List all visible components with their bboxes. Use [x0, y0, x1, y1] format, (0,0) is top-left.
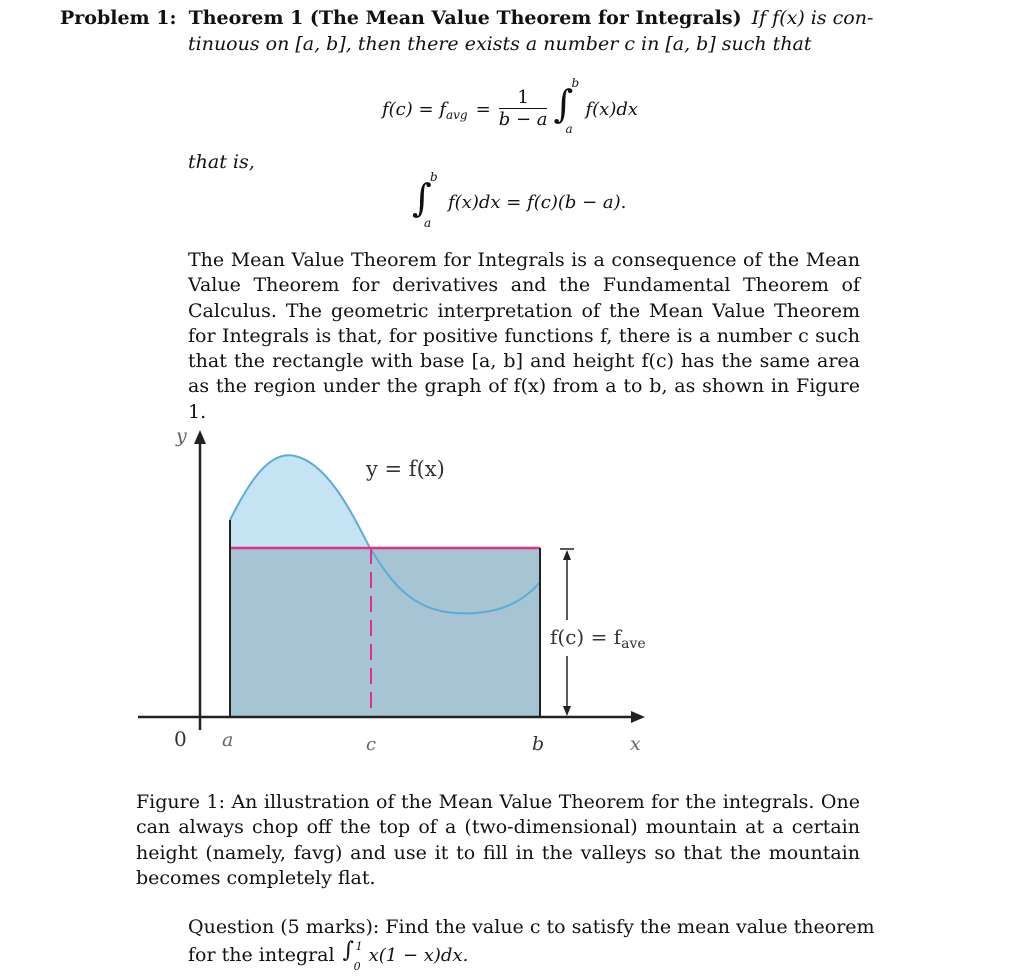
- question-integral-lower: 0: [353, 960, 361, 973]
- curve-label: y = f(x): [366, 457, 445, 481]
- question-line2: [188, 938, 469, 973]
- average-rectangle: [230, 548, 540, 717]
- height-arrowhead-up: [563, 550, 571, 560]
- question-integrand: x(1 − x)dx.: [368, 944, 469, 966]
- height-label: [550, 625, 646, 652]
- equation-fraction: [499, 88, 548, 131]
- integral-sign: ∫ b a: [553, 76, 580, 136]
- figure-caption: Figure 1: An illustration of the Mean Value Theorem for the integrals. One can always chop off the top of a (two-dimensional) mountain at a certain height (namely, favg) and use it to fill in the valleys so that the mountain becomes completely flat.: [136, 791, 860, 889]
- question-integral-upper: 1: [355, 940, 363, 953]
- equation-equals: =: [475, 98, 491, 120]
- a-label: a: [222, 729, 234, 751]
- c-label: c: [366, 734, 377, 755]
- y-axis-label: y: [176, 425, 187, 447]
- theorem-statement-line1: If f(x) is con-: [751, 7, 874, 29]
- fraction-denominator: b − a: [498, 108, 548, 130]
- height-label-sub: ave: [621, 636, 646, 652]
- integral-lower: a: [565, 122, 573, 136]
- theorem-title: Theorem 1 (The Mean Value Theorem for Integrals): [188, 7, 742, 29]
- question-line1: Question (5 marks): Find the value c to satisfy the mean value theorem: [188, 916, 875, 938]
- theorem-statement-line2: tinuous on [a, b], then there exists a number c in [a, b] such that: [188, 33, 812, 55]
- y-axis-arrow: [194, 430, 206, 444]
- equation-favg: [382, 76, 639, 138]
- equation-lhs-subscript: avg: [445, 108, 468, 122]
- b-label: b: [532, 733, 545, 755]
- integral-lower: a: [424, 216, 432, 230]
- integral-upper: b: [430, 170, 438, 184]
- x-axis-arrow: [631, 711, 645, 723]
- that-is-text: that is,: [188, 151, 255, 173]
- explanation-paragraph: The Mean Value Theorem for Integrals is a consequence of the Mean Value Theorem for derivatives and the Fundamental Theorem of Calculus. The geometric interpretation of the Mean Value Theorem for Integrals is that, for positive functions f, there is a number c such that the rectangle with base [a, b] and height f(c) has the same area as the region under the graph of f(x) from a to b, as shown in Figure 1.: [188, 249, 860, 423]
- mvt-figure: [130, 420, 690, 760]
- height-label-main: f(c) = f: [550, 625, 622, 649]
- fraction-numerator: 1: [499, 88, 548, 109]
- integral-sign: ∫ b a: [412, 170, 438, 230]
- integral-upper: b: [571, 76, 580, 90]
- equation-integral-identity: [410, 172, 626, 232]
- equation-lhs: f(c) = f: [382, 98, 446, 120]
- equation-integrand: f(x)dx: [585, 98, 639, 120]
- question-prefix: for the integral: [188, 943, 335, 966]
- height-arrowhead-down: [563, 706, 571, 716]
- x-axis-label: x: [630, 733, 641, 755]
- problem-header: [60, 6, 873, 31]
- question-integral-sign: ∫ 1 0: [343, 942, 369, 968]
- equation-body: f(x)dx = f(c)(b − a).: [448, 191, 627, 213]
- problem-label: Problem 1:: [60, 7, 177, 29]
- origin-label: 0: [174, 727, 187, 751]
